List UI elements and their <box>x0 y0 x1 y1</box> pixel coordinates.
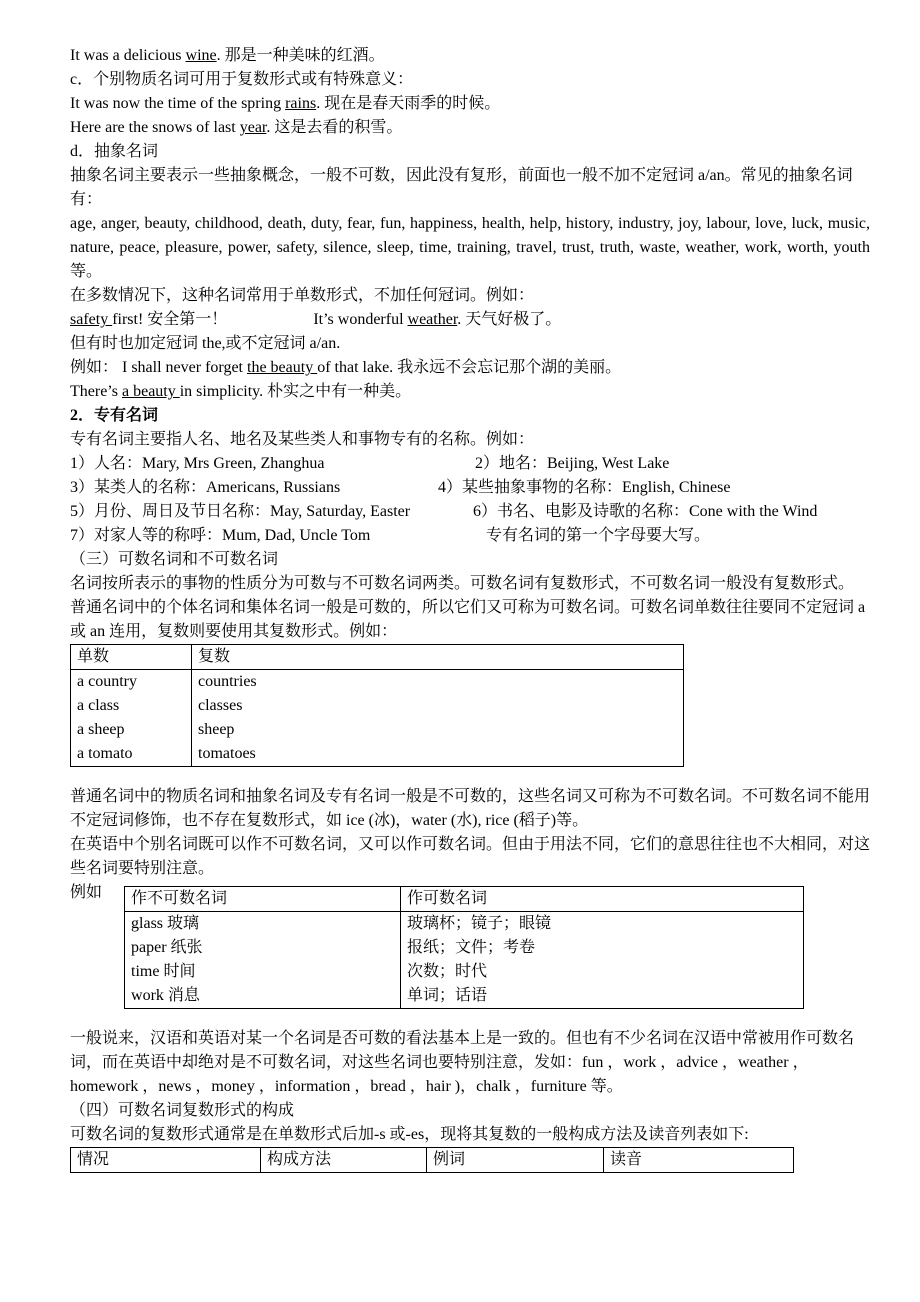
table2-wrapper <box>70 881 870 1009</box>
table-header-cell: 构成方法 <box>261 1148 427 1173</box>
table-row <box>125 936 804 960</box>
table-cell: 玻璃杯；镜子；眼镜 <box>407 915 552 932</box>
table-header-cell: 作可数名词 <box>401 887 804 912</box>
table-cell: glass 玻璃 <box>125 912 401 937</box>
paragraph-abstract-nouns: 抽象名词主要表示一些抽象概念，一般不可数，因此没有复形，前面也一般不加不定冠词 a/an。常见的抽象名词有： <box>70 167 853 208</box>
table-header-cell: 复数 <box>192 645 684 670</box>
table-cell: 报纸；文件；考卷 <box>407 939 536 956</box>
table-cell: a country <box>71 670 192 695</box>
paragraph-word-list: age, anger, beauty, childhood, death, duty, fear, fun, happiness, health, help, history, industry, joy, labour, love, luck, music, nature, peace, pleasure, power, safety, silence, sleep, time, training, travel, trust, truth, waste, weather, work, worth, youth 等。 <box>70 215 870 280</box>
paragraph: 在英语中个别名词既可以作不可数名词，又可以作可数名词。但由于用法不同，它们的意思往往也不大相同，对这些名词要特别注意。 <box>70 836 871 877</box>
table-cell: a sheep <box>71 718 192 742</box>
list-line: 1）人名：Mary, Mrs Green, Zhanghua 2）地名：Beijing, West Lake <box>70 455 670 472</box>
section-heading-countable: （三）可数名词和不可数名词 <box>70 551 279 568</box>
table-row <box>71 694 684 718</box>
table-header-cell: 单数 <box>71 645 192 670</box>
section-heading-proper-nouns: 2．专有名词 <box>70 407 159 424</box>
spacer <box>70 767 870 785</box>
subheading-c: c．个别物质名词可用于复数形式或有特殊意义： <box>70 71 414 88</box>
text-line: It was now the time of the spring rains. 现在是春天雨季的时候。 <box>70 95 501 112</box>
text-line: It was a delicious wine. 那是一种美味的红酒。 <box>70 47 385 64</box>
paragraph: 普通名词中的物质名词和抽象名词及专有名词一般是不可数的，这些名词又可称为不可数名词。不可数名词不能用不定冠词修饰，也不存在复数形式，如 ice (冰)，water (水), rice (稻子)等。 <box>70 788 871 829</box>
table-header-row <box>71 1148 794 1173</box>
example-line: There’s a beauty in simplicity. 朴实之中有一种美。 <box>70 383 412 400</box>
plural-formation-table <box>70 1147 794 1173</box>
text-line: 可数名词的复数形式通常是在单数形式后加-s 或-es，现将其复数的一般构成方法及读音列表如下: <box>70 1126 749 1143</box>
table-cell: paper 纸张 <box>125 936 401 960</box>
table-cell: 单词；话语 <box>407 987 488 1004</box>
spacer <box>70 1009 870 1027</box>
table-cell: a class <box>71 694 192 718</box>
table-row <box>125 984 804 1009</box>
table-header-cell: 作不可数名词 <box>125 887 401 912</box>
subheading-d: d．抽象名词 <box>70 143 159 160</box>
uncountable-countable-table <box>124 886 804 1009</box>
list-line: 7）对家人等的称呼：Mum, Dad, Uncle Tom 专有名词的第一个字母要大写。 <box>70 527 711 544</box>
example-label: 例如 <box>70 884 103 901</box>
table-header-cell: 例词 <box>427 1148 604 1173</box>
table-row <box>71 742 684 767</box>
table-cell: countries <box>198 673 257 690</box>
paragraph: 一般说来，汉语和英语对某一个名词是否可数的看法基本上是一致的。但也有不少名词在汉语中常被用作可数名词，而在英语中却绝对是不可数名词，对这些名词也要特别注意，发如：fun ，work ，advice ，weather ，homework ，news ，money ，information ，bread ，hair )，chalk ，furniture 等。 <box>70 1030 855 1095</box>
paragraph: 普通名词中的个体名词和集体名词一般是可数的，所以它们又可称为可数名词。可数名词单数往往要同不定冠词 a 或 an 连用，复数则要使用其复数形式。例如： <box>70 599 866 640</box>
table-cell: work 消息 <box>125 984 401 1009</box>
example-line: 例如： I shall never forget the beauty of that lake. 我永远不会忘记那个湖的美丽。 <box>70 359 622 376</box>
text-line: 专有名词主要指人名、地名及某些类人和事物专有的名称。例如： <box>70 431 535 448</box>
section-heading-plural-forms: （四）可数名词复数形式的构成 <box>70 1102 295 1119</box>
list-line: 5）月份、周日及节日名称：May, Saturday, Easter 6）书名、电影及诗歌的名称：Cone with the Wind <box>70 503 818 520</box>
table-header-cell: 情况 <box>71 1148 261 1173</box>
table-header-row <box>71 645 684 670</box>
paragraph: 名词按所表示的事物的性质分为可数与不可数名词两类。可数名词有复数形式，不可数名词一般没有复数形式。 <box>70 575 855 592</box>
table-header-cell: 读音 <box>610 1151 643 1168</box>
document-page <box>70 44 870 1173</box>
table-row <box>125 912 804 937</box>
list-line: 3）某类人的名称：Americans, Russians 4）某些抽象事物的名称：English, Chinese <box>70 479 731 496</box>
table-cell: tomatoes <box>198 745 256 762</box>
table-cell: time 时间 <box>125 960 401 984</box>
text-line: Here are the snows of last year. 这是去看的积雪。 <box>70 119 403 136</box>
table-cell: classes <box>198 697 243 714</box>
text-line: 在多数情况下，这种名词常用于单数形式，不加任何冠词。例如： <box>70 287 535 304</box>
example-line: safety first! 安全第一！ It’s wonderful weather. 天气好极了。 <box>70 311 562 328</box>
table-row <box>125 960 804 984</box>
table-row <box>71 718 684 742</box>
table-header-row <box>125 887 804 912</box>
text-line: 但有时也加定冠词 the,或不定冠词 a/an. <box>70 335 341 352</box>
table-cell: sheep <box>198 721 235 738</box>
table-cell: 次数；时代 <box>407 963 488 980</box>
singular-plural-table <box>70 644 684 767</box>
table-row <box>71 670 684 695</box>
table-cell: a tomato <box>71 742 192 767</box>
